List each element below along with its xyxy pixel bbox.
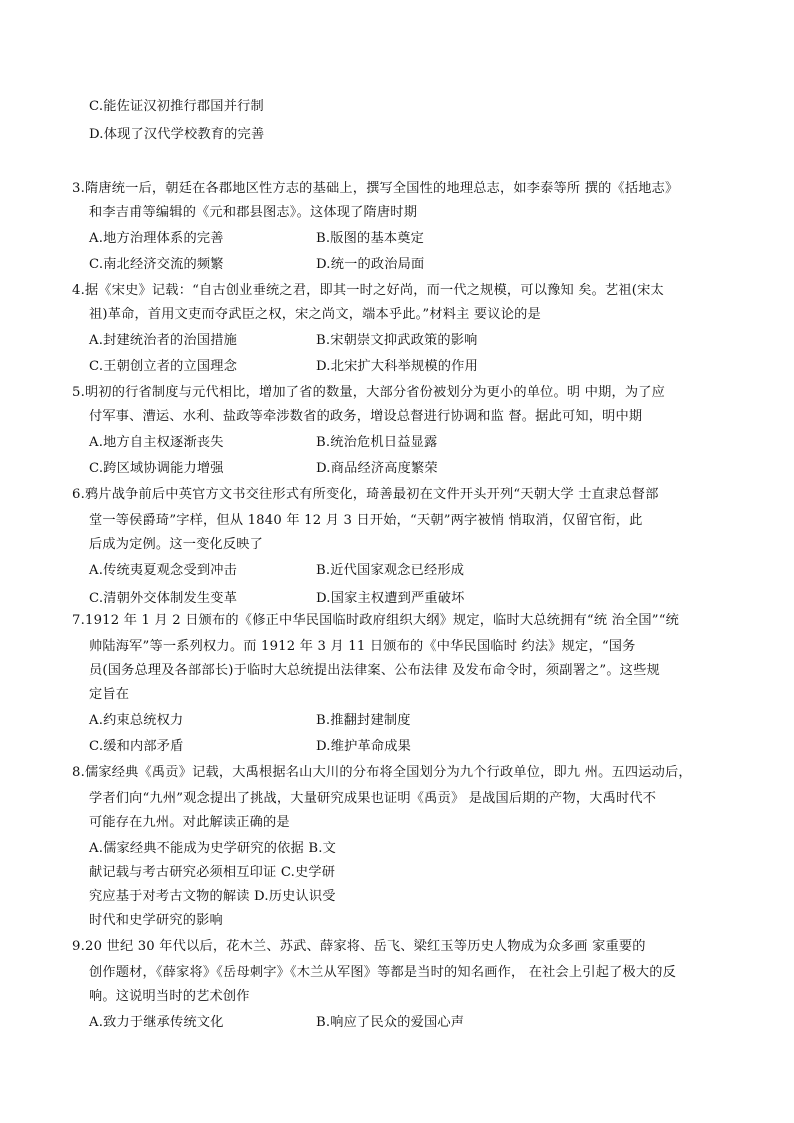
- q7-stem-line-1: 7.1912 年 1 月 2 日颁布的《修正中华民国临时政府组织大纲》规定，临时大总统拥有“统 治全国”“统: [72, 613, 680, 628]
- q5-option-a: A.地方自主权逐渐丧失: [89, 435, 224, 450]
- q4-option-d: D.北宋扩大科举规模的作用: [316, 359, 478, 374]
- q3-option-d: D.统一的政治局面: [316, 257, 425, 272]
- q6-option-c: C.清朝外交体制发生变革: [89, 591, 238, 606]
- q7-stem-line-2: 帅陆海军”等一系列权力。而 1912 年 3 月 11 日颁布的《中华民国临时 约法》规定，“国务: [89, 639, 636, 654]
- q8-stem-line-1: 8.儒家经典《禹贡》记载，大禹根据名山大川的分布将全国划分为九个行政单位，即九 州。五四运动后，: [72, 765, 692, 780]
- q3-option-a: A.地方治理体系的完善: [89, 231, 224, 246]
- q9-stem-line-2: 创作题材，《薛家将》《岳母刺字》《木兰从军图》等都是当时的知名画作， 在社会上引起了极大的反: [89, 965, 677, 980]
- q5-stem-line-1: 5.明初的行省制度与元代相比，增加了省的数量，大部分省份被划分为更小的单位。明 中期，为了应: [72, 385, 666, 400]
- q4-option-b: B.宋朝崇文抑武政策的影响: [316, 333, 478, 348]
- q6-stem-line-3: 后成为定例。这一变化反映了: [89, 537, 264, 552]
- q7-option-b: B.推翻封建制度: [316, 713, 411, 728]
- q3-stem-line-1: 3.隋唐统一后，朝廷在各郡地区性方志的基础上，撰写全国性的地理总志，如李泰等所 撰的《括地志》: [72, 181, 679, 196]
- q7-option-a: A.约束总统权力: [89, 713, 184, 728]
- q8-option-line-4: 时代和史学研究的影响: [89, 913, 223, 928]
- q6-stem-line-1: 6.鸦片战争前后中英官方文书交往形式有所变化，琦善最初在文件开头开列“天朝大学 士直隶总督部: [72, 487, 659, 502]
- q7-stem-line-4: 定旨在: [89, 687, 130, 702]
- q5-option-c: C.跨区域协调能力增强: [89, 461, 224, 476]
- q5-stem-line-2: 付军事、漕运、水利、盐政等牵涉数省的政务，增设总督进行协调和监 督。据此可知，明中期: [89, 409, 643, 424]
- q7-stem-line-3: 员(国务总理及各部部长)于临时大总统提出法律案、公布法律 及发布命令时，须副署之”。这些规: [89, 663, 660, 678]
- q8-stem-line-2: 学者们向“九州”观念提出了挑战，大量研究成果也证明《禹贡》 是战国后期的产物，大禹时代不: [89, 791, 657, 806]
- q3-option-c: C.南北经济交流的频繁: [89, 257, 224, 272]
- q9-stem-line-3: 响。这说明当时的艺术创作: [89, 989, 250, 1004]
- q8-option-line-2: 献记载与考古研究必须相互印证 C.史学研: [89, 865, 336, 880]
- q2-option-d: D.体现了汉代学校教育的完善: [89, 127, 265, 142]
- q4-stem-line-2: 祖)革命，首用文吏而夺武臣之权，宋之尚文，端本乎此。”材料主 要议论的是: [89, 307, 541, 322]
- q5-option-d: D.商品经济高度繁荣: [316, 461, 438, 476]
- q2-option-c: C.能佐证汉初推行郡国并行制: [89, 99, 264, 114]
- q8-stem-line-3: 可能存在九州。对此解读正确的是: [89, 815, 290, 830]
- q3-option-b: B.版图的基本奠定: [316, 231, 424, 246]
- q9-stem-line-1: 9.20 世纪 30 年代以后，花木兰、苏武、薛家将、岳飞、梁红玉等历史人物成为众多画 家重要的: [72, 939, 646, 954]
- q6-option-d: D.国家主权遭到严重破坏: [316, 591, 465, 606]
- q5-option-b: B.统治危机日益显露: [316, 435, 438, 450]
- q4-option-c: C.王朝创立者的立国理念: [89, 359, 238, 374]
- q9-option-a: A.致力于继承传统文化: [89, 1015, 224, 1030]
- q3-stem-line-2: 和李吉甫等编辑的《元和郡县图志》。这体现了隋唐时期: [89, 205, 418, 220]
- q8-option-line-1: A.儒家经典不能成为史学研究的依据 B.文: [89, 841, 336, 856]
- q8-option-line-3: 究应基于对考古文物的解读 D.历史认识受: [89, 889, 336, 904]
- q6-option-b: B.近代国家观念已经形成: [316, 563, 465, 578]
- q4-option-a: A.封建统治者的治国措施: [89, 333, 237, 348]
- q7-option-d: D.维护革命成果: [316, 739, 412, 754]
- q7-option-c: C.缓和内部矛盾: [89, 739, 184, 754]
- q6-stem-line-2: 堂一等侯爵琦”字样，但从 1840 年 12 月 3 日开始，“天朝”两字被悄 悄取消，仅留官衔，此: [89, 513, 643, 528]
- q9-option-b: B.响应了民众的爱国心声: [316, 1015, 465, 1030]
- q4-stem-line-1: 4.据《宋史》记载：“自古创业垂统之君，即其一时之好尚，而一代之规模，可以豫知 矣。艺祖(宋太: [72, 283, 664, 298]
- q6-option-a: A.传统夷夏观念受到冲击: [89, 563, 237, 578]
